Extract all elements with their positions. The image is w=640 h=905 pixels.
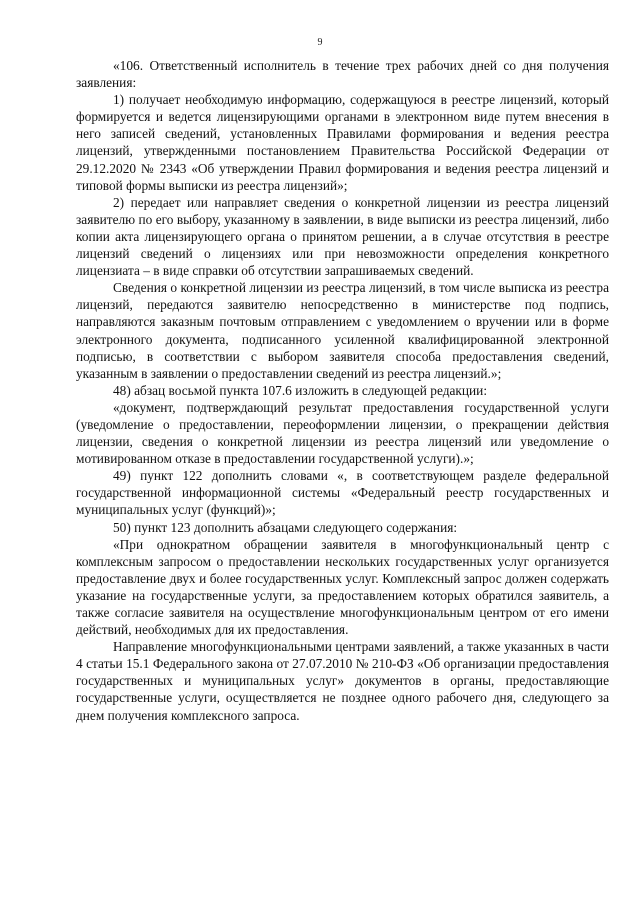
paragraph-item-2: 2) передает или направляет сведения о конкретной лицензии из реестра лицензий заявителю по его выбору, указанному в заявлении, в виде выписки из реестра лицензий, либо копии акта лицензирующего органа о принятом решении, а в случае отсутствия в реестре лицензий сведений о лицензиях или при невозможности определения конкретного лицензиата – в виде справки об отсутствии запрашиваемых сведений. xyxy=(76,194,609,279)
paragraph-item-1: 1) получает необходимую информацию, содержащуюся в реестре лицензий, который формируется и ведется лицензирующими органами в электронном виде путем внесения в него записей сведений, установленных Правилами формирования и ведения реестра лицензий, утвержденными постановлением Правительства Российской Федерации от 29.12.2020 № 2343 «Об утверждении Правил формирования и ведения реестра лицензий и типовой формы выписки из реестра лицензий»; xyxy=(76,92,609,193)
document-body xyxy=(76,57,609,724)
paragraph-amendment-49: 49) пункт 122 дополнить словами «, в соответствующем разделе федеральной государственной информационной системы «Федеральный реестр государственных и муниципальных услуг (функций)»; xyxy=(76,468,609,518)
paragraph-complex-request: «При однократном обращении заявителя в многофункциональный центр с комплексным запросом о предоставлении нескольких государственных услуг организуется предоставление двух и более государственных услуг. Комплексный запрос должен содержать указание на государственные услуги, за предоставлением которых обратился заявитель, а также согласие заявителя на осуществление многофункциональным центром от его имени действий, необходимых для их предоставления. xyxy=(76,536,609,638)
paragraph-license-info-transfer: Сведения о конкретной лицензии из реестра лицензий, в том числе выписка из реестра лицензий, передаются заявителю непосредственно в министерстве под подпись, направляются заказным почтовым отправлением с уведомлением о вручении или в форме электронного документа, подписанного усиленной квалифицированной электронной подписью, в соответствии с выбором заявителя способа предоставления сведений, указанным в заявлении о предоставлении сведений из реестра лицензий.»; xyxy=(76,280,609,381)
paragraph-amendment-48: 48) абзац восьмой пункта 107.6 изложить в следующей редакции: xyxy=(113,382,488,398)
paragraph-106-intro: «106. Ответственный исполнитель в течение трех рабочих дней со дня получения заявления: xyxy=(76,58,609,91)
paragraph-amendment-50: 50) пункт 123 дополнить абзацами следующего содержания: xyxy=(113,519,458,535)
page-number: 9 xyxy=(317,37,323,48)
paragraph-document-result: «документ, подтверждающий результат предоставления государственной услуги (уведомление о предоставлении, переоформлении лицензии, о прекращении действия лицензии, сведения о конкретной лицензии из реестра лицензий или уведомление о мотивированном отказе в предоставлении государственной услуги).»; xyxy=(76,399,609,467)
paragraph-mfc-submission: Направление многофункциональными центрами заявлений, а также указанных в части 4 статьи 15.1 Федерального закона от 27.07.2010 № 210-ФЗ «Об организации предоставления государственных и муниципальных услуг» документов в органы, предоставляющие государственные услуги, осуществляется не позднее одного рабочего дня, следующего за днем получения комплексного запроса. xyxy=(76,639,609,723)
